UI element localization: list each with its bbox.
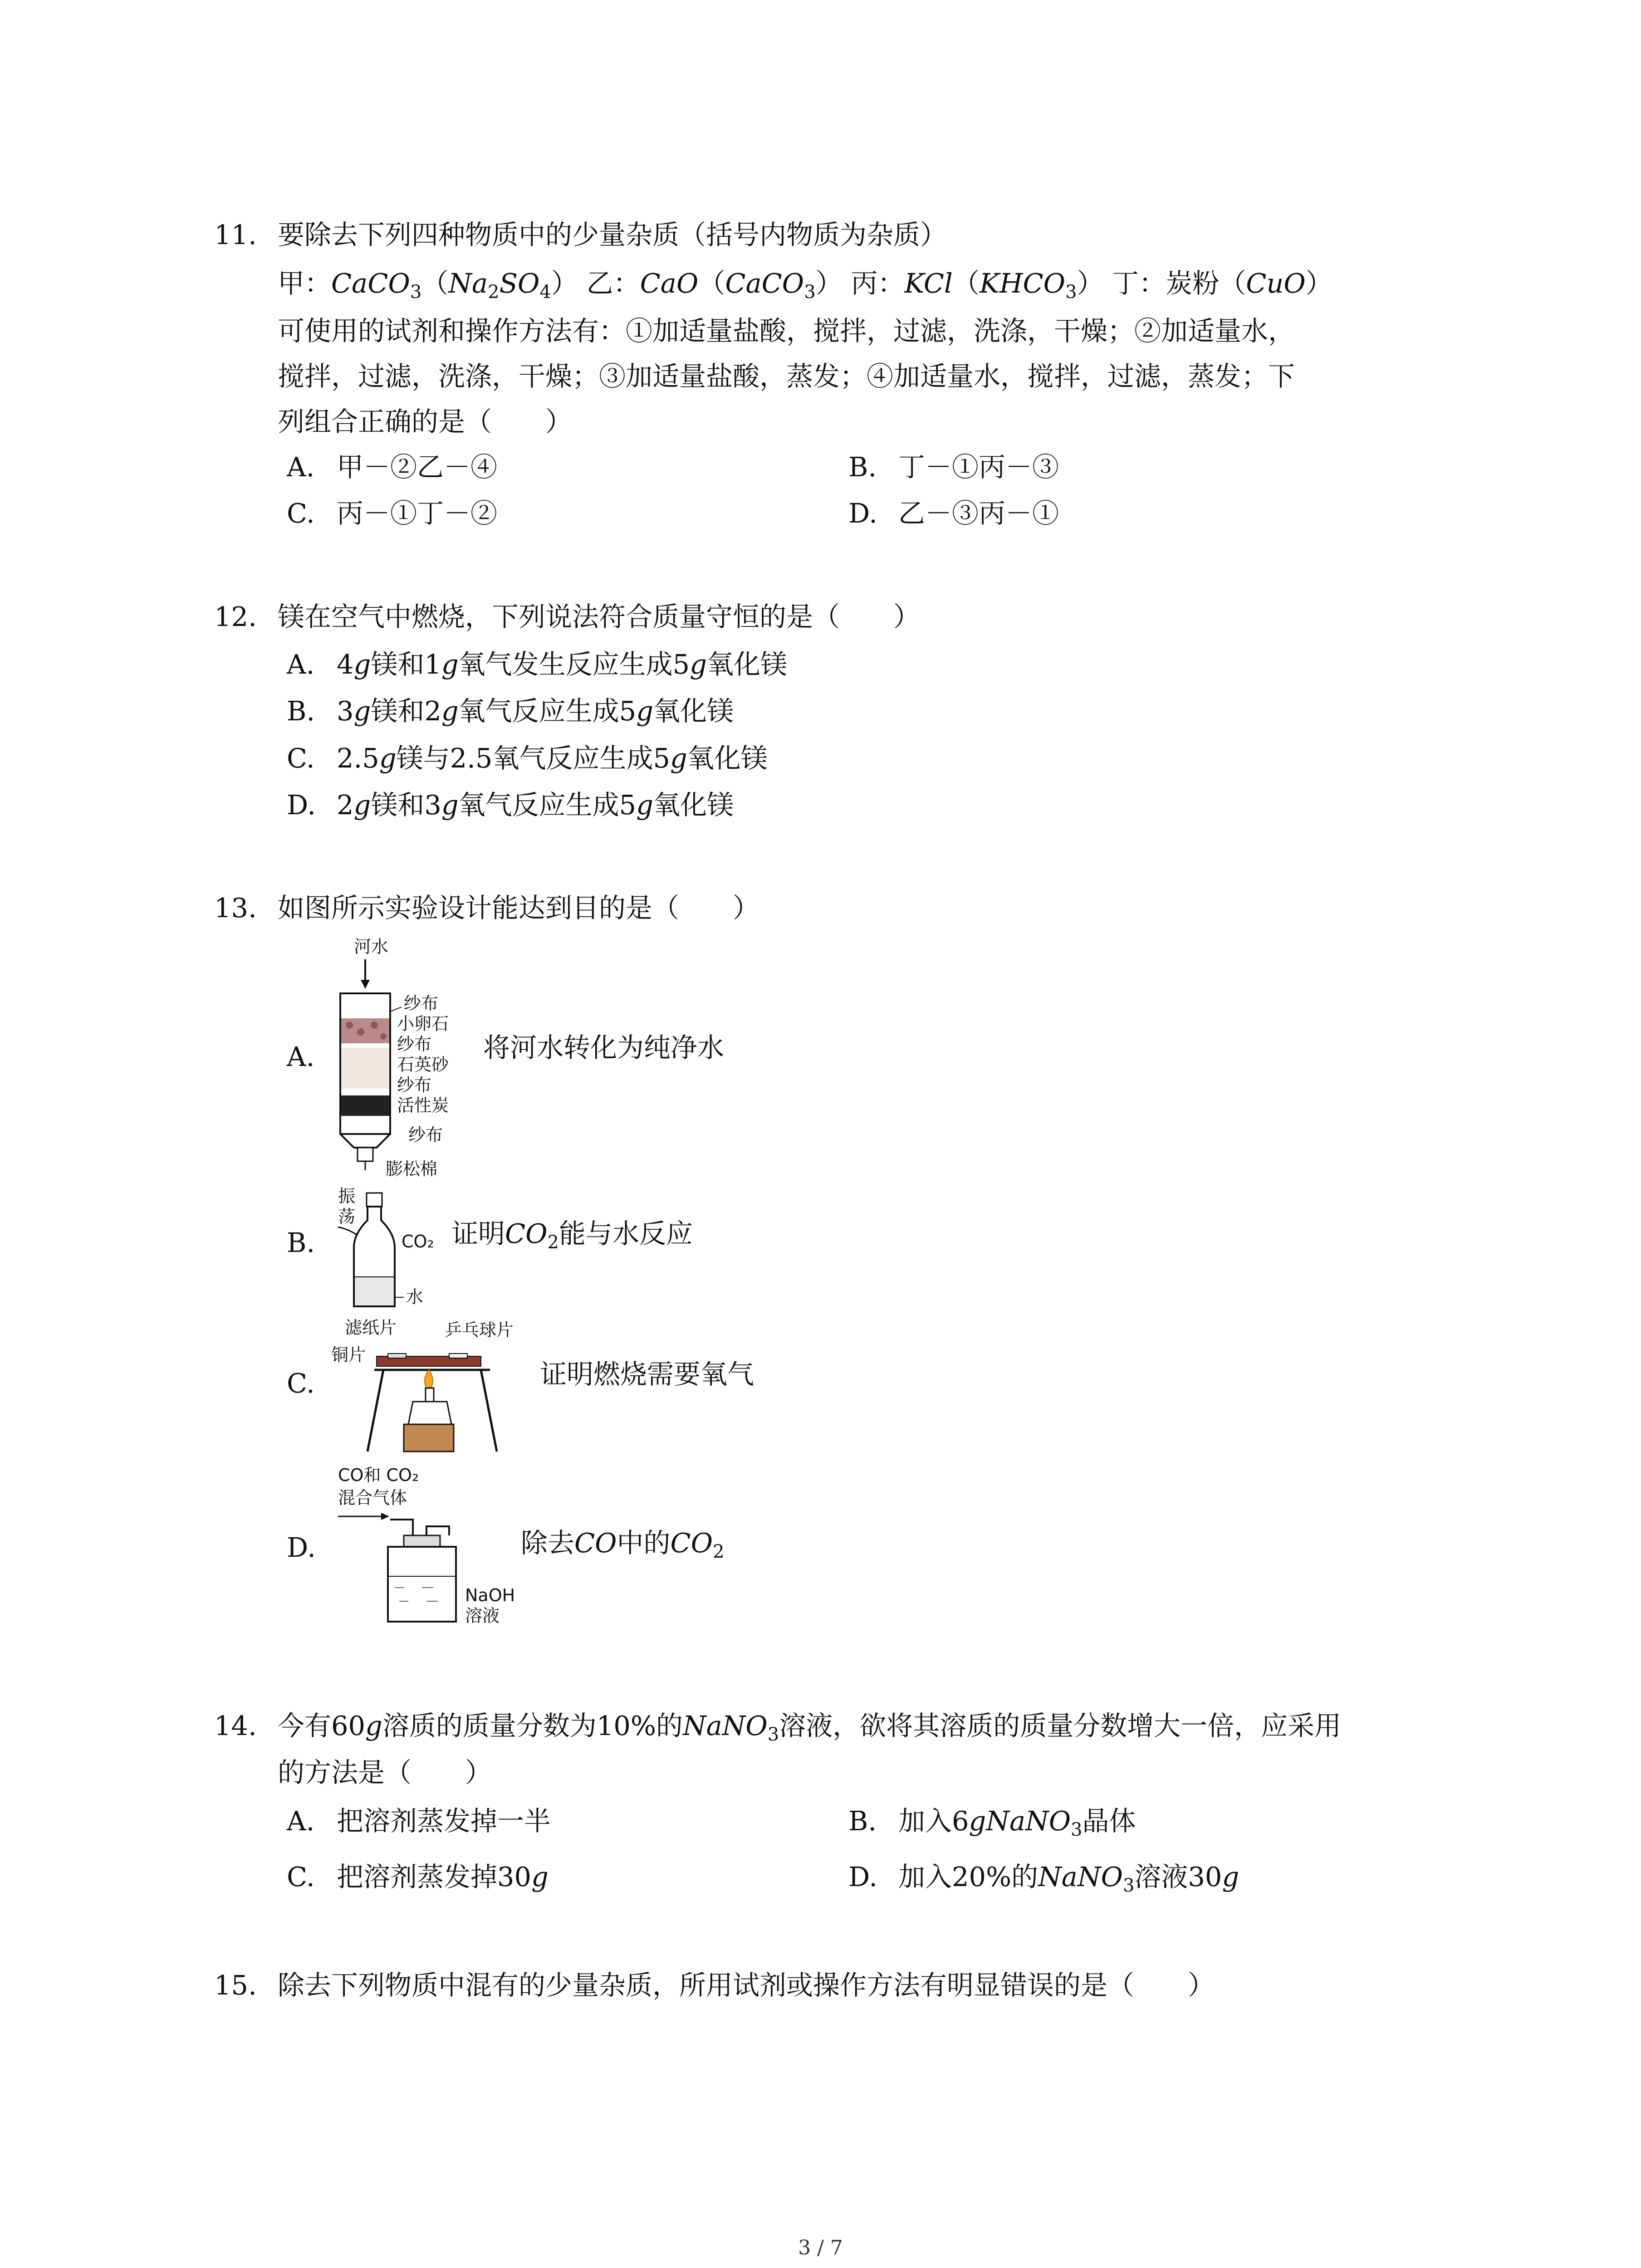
tripod-leg-left [367,1370,383,1452]
label-shake-1: 振 [338,1186,356,1206]
label-mixed-gas: 混合气体 [338,1488,407,1508]
label-gauze-1: 纱布 [404,993,439,1013]
inlet-arrow-head [381,1513,389,1520]
q12-option-c[interactable]: C. 2.5g镁与2.5氧气反应生成5g氧化镁 [287,743,768,774]
q11-line3: 搅拌，过滤，洗涤，干燥；③加适量盐酸，蒸发；④加适量水，搅拌，过滤，蒸发；下 [278,361,1295,392]
q14-option-b[interactable]: B. 加入6gNaNO$_3$晶体 [848,1805,1136,1840]
pebble [371,1022,378,1029]
flame [425,1370,433,1388]
wooden-block [404,1424,454,1452]
outlet-cap [358,1148,373,1161]
q14-option-a[interactable]: A. 把溶剂蒸发掉一半 [287,1805,551,1837]
tripod-leg-right [481,1370,497,1452]
activated-carbon-layer [341,1095,389,1116]
q12-stem: 镁在空气中燃烧，下列说法符合质量守恒的是（ ） [278,601,921,632]
q11-items: 甲：$CaCO_3(Na_2SO_4)$ 乙：CaO（CaCO$_3$） 丙：$KCl(KHCO_3)$ 丁：炭粉（CuO） [278,268,1332,303]
label-co-co2: CO和 CO₂ [338,1465,419,1485]
q14-line1: 今有60g溶质的质量分数为10%的NaNO$_3$溶液，欲将其溶质的质量分数增大一倍，应采用 [278,1710,1342,1745]
q14-number: 14. [214,1710,257,1741]
lamp-wick [426,1388,434,1402]
q12-number: 12. [214,601,257,632]
wash-bottle [388,1547,456,1622]
label-naoh: NaOH [465,1585,515,1605]
q13-option-b-text: 证明$CO_2$能与水反应 [451,1218,693,1253]
q11-line2: 可使用的试剂和操作方法有：①加适量盐酸，搅拌，过滤，洗涤，干燥；②加适量水， [278,315,1295,347]
label-shake-2: 荡 [338,1207,356,1227]
stopper [404,1535,440,1547]
bottle-cap [367,1193,382,1207]
water-filter-diagram [318,934,508,1198]
q11-number: 11. [214,219,257,250]
q13-number: 13. [214,892,257,924]
label-cotton: 膨松棉 [386,1159,438,1179]
label-solution: 溶液 [465,1606,500,1626]
leader-line [390,1007,402,1012]
pebble [380,1033,387,1040]
label-ping-pong: 乒乓球片 [445,1320,514,1340]
label-gauze-3: 纱布 [397,1075,432,1095]
label-water: 水 [406,1287,424,1307]
label-gauze-2: 纱布 [397,1034,432,1054]
combustion-diagram [331,1315,540,1465]
q11-line4: 列组合正确的是（ ） [278,406,573,437]
q14-option-c[interactable]: C. 把溶剂蒸发掉30g [287,1861,549,1892]
label-co2: CO₂ [402,1232,434,1251]
pebble [346,1022,353,1029]
q14-option-d[interactable]: D. 加入20%的NaNO$_3$溶液30g [848,1861,1239,1896]
page-number: 3 / 7 [798,2236,843,2259]
label-gauze-4: 纱布 [408,1125,443,1145]
q11-option-a[interactable]: A. 甲－②乙－④ [287,451,498,483]
q11-stem: 要除去下列四种物质中的少量杂质（括号内物质为杂质） [278,219,947,250]
quartz-sand-layer [341,1048,389,1089]
label-pebbles: 小卵石 [397,1014,449,1034]
label-filter-paper: 滤纸片 [345,1318,397,1338]
co2-bottle-diagram [318,1184,504,1320]
q12-option-d[interactable]: D. 2g镁和3g氧气反应生成5g氧化镁 [287,789,734,821]
q15-stem: 除去下列物质中混有的少量杂质，所用试剂或操作方法有明显错误的是（ ） [278,1970,1215,2001]
filter-paper-piece [388,1354,406,1358]
q13-option-d-letter[interactable]: D. [287,1532,316,1563]
q13-option-c-text: 证明燃烧需要氧气 [540,1359,754,1390]
label-copper-sheet: 铜片 [331,1345,366,1365]
q14-line2: 的方法是（ ） [278,1757,492,1788]
q12-option-b[interactable]: B. 3g镁和2g氧气反应生成5g氧化镁 [287,695,734,727]
q12-option-a[interactable]: A. 4g镁和1g氧气发生反应生成5g氧化镁 [287,649,787,680]
alcohol-lamp [408,1402,451,1424]
q13-stem: 如图所示实验设计能达到目的是（ ） [278,892,760,924]
q13-option-d-text: 除去CO中的$CO_2$ [521,1527,725,1562]
pebble [357,1028,364,1036]
ping-pong-piece [449,1354,467,1358]
q15-number: 15. [214,1970,257,2001]
q13-option-b-letter[interactable]: B. [287,1227,315,1258]
gas-washing-bottle-diagram [336,1463,526,1635]
q13-option-c-letter[interactable]: C. [287,1368,315,1399]
flow-arrow-head [361,980,370,989]
bottle-neck [340,1134,390,1148]
q11-option-b[interactable]: B. 丁－①丙－③ [848,451,1059,483]
q11-option-c[interactable]: C. 丙－①丁－② [287,498,498,529]
q11-option-d[interactable]: D. 乙－③丙－① [848,498,1059,529]
label-quartz-sand: 石英砂 [397,1055,449,1075]
label-activated-carbon: 活性炭 [397,1095,449,1115]
q13-option-a-letter[interactable]: A. [287,1041,315,1072]
water-in-bottle [355,1277,394,1305]
shake-arrow [338,1227,358,1236]
q13-option-a-text: 将河水转化为纯净水 [483,1032,725,1063]
river-water-label: 河水 [354,937,389,957]
